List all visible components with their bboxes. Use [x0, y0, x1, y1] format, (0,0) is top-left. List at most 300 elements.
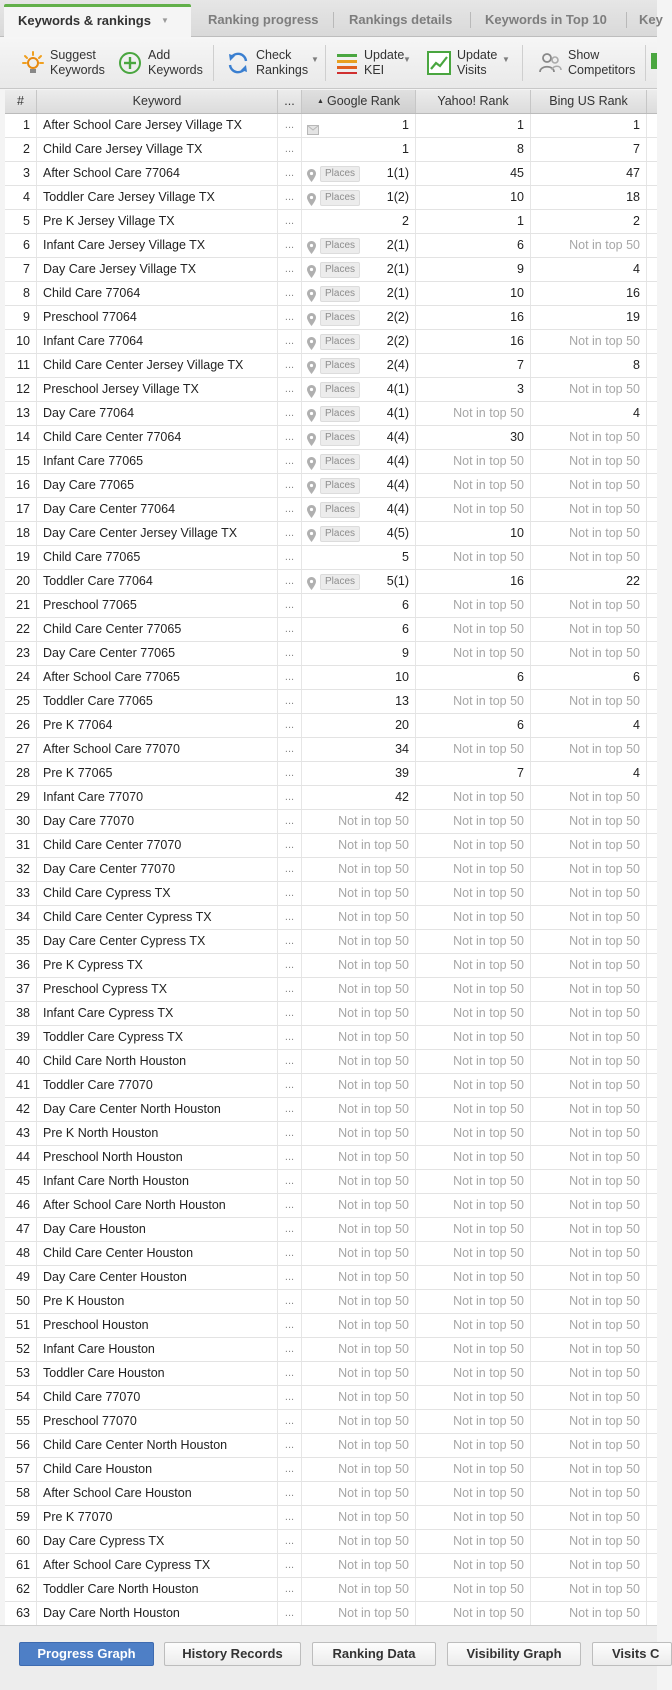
- google-rank-cell: [302, 1290, 416, 1313]
- table-row[interactable]: [5, 666, 657, 690]
- overflow-cell: [647, 162, 657, 185]
- row-more-button[interactable]: ...: [278, 1002, 302, 1025]
- row-more-button[interactable]: ...: [278, 1458, 302, 1481]
- row-number: 58: [5, 1482, 37, 1505]
- keyword-cell[interactable]: Preschool 77064: [37, 306, 278, 329]
- row-more-button[interactable]: ...: [278, 426, 302, 449]
- column-yahoo-rank[interactable]: Yahoo! Rank: [416, 90, 531, 113]
- keyword-cell[interactable]: Toddler Care Jersey Village TX: [37, 186, 278, 209]
- row-more-button[interactable]: ...: [278, 1074, 302, 1097]
- keyword-cell[interactable]: Day Care Center Jersey Village TX: [37, 522, 278, 545]
- row-more-button[interactable]: ...: [278, 1170, 302, 1193]
- keyword-cell[interactable]: Toddler Care 77070: [37, 1074, 278, 1097]
- row-more-button[interactable]: ...: [278, 1482, 302, 1505]
- keyword-cell[interactable]: Day Care Jersey Village TX: [37, 258, 278, 281]
- keyword-cell[interactable]: Day Care 77064: [37, 402, 278, 425]
- google-rank-value: Not in top 50: [338, 1102, 409, 1116]
- bing-rank-cell: Not in top 50: [531, 1578, 647, 1601]
- table-row[interactable]: [5, 1194, 657, 1218]
- keyword-cell[interactable]: Child Care Houston: [37, 1458, 278, 1481]
- overflow-cell: [647, 522, 657, 545]
- row-more-button[interactable]: ...: [278, 858, 302, 881]
- google-rank-cell: [302, 1386, 416, 1409]
- row-more-button[interactable]: ...: [278, 186, 302, 209]
- chevron-down-icon[interactable]: ▼: [502, 55, 510, 64]
- row-more-button[interactable]: ...: [278, 906, 302, 929]
- yahoo-rank-cell: Not in top 50: [416, 882, 531, 905]
- update-kei-label: Update KEI: [364, 48, 405, 77]
- google-rank-value: Not in top 50: [338, 910, 409, 924]
- google-rank-value: Not in top 50: [338, 1510, 409, 1524]
- google-rank-value: 4(4): [386, 478, 409, 492]
- google-rank-cell: [302, 1482, 416, 1505]
- row-number: 52: [5, 1338, 37, 1361]
- table-row[interactable]: [5, 714, 657, 738]
- table-row[interactable]: [5, 1362, 657, 1386]
- row-more-button[interactable]: ...: [278, 162, 302, 185]
- table-row[interactable]: [5, 858, 657, 882]
- google-rank-value: 2(4): [386, 358, 409, 372]
- table-row[interactable]: [5, 162, 657, 186]
- keyword-cell[interactable]: Child Care Center North Houston: [37, 1434, 278, 1457]
- google-rank-cell: [302, 354, 416, 377]
- google-rank-cell: [302, 642, 416, 665]
- add-keywords-button[interactable]: [118, 43, 203, 83]
- yahoo-rank-cell: Not in top 50: [416, 1026, 531, 1049]
- row-more-button[interactable]: ...: [278, 618, 302, 641]
- overflow-cell: [647, 1338, 657, 1361]
- keyword-cell[interactable]: Day Care 77070: [37, 810, 278, 833]
- keyword-cell[interactable]: Day Care Center Houston: [37, 1266, 278, 1289]
- table-row[interactable]: [5, 1506, 657, 1530]
- row-more-button[interactable]: ...: [278, 498, 302, 521]
- keyword-cell[interactable]: Pre K 77070: [37, 1506, 278, 1529]
- column-keyword[interactable]: Keyword: [37, 90, 278, 113]
- column-google-rank[interactable]: [302, 90, 416, 113]
- overflow-tool-icon[interactable]: [651, 53, 657, 69]
- row-more-button[interactable]: ...: [278, 738, 302, 761]
- column-number[interactable]: #: [5, 90, 37, 113]
- keyword-cell[interactable]: Infant Care 77070: [37, 786, 278, 809]
- row-more-button[interactable]: ...: [278, 1146, 302, 1169]
- chevron-down-icon[interactable]: ▼: [311, 55, 319, 64]
- table-row[interactable]: [5, 738, 657, 762]
- table-row[interactable]: [5, 1002, 657, 1026]
- keyword-cell[interactable]: Pre K 77065: [37, 762, 278, 785]
- table-row[interactable]: [5, 570, 657, 594]
- row-more-button[interactable]: ...: [278, 546, 302, 569]
- overflow-cell: [647, 1290, 657, 1313]
- table-row[interactable]: [5, 1314, 657, 1338]
- row-more-button[interactable]: ...: [278, 714, 302, 737]
- keyword-cell[interactable]: Infant Care 77064: [37, 330, 278, 353]
- bing-rank-cell: Not in top 50: [531, 1194, 647, 1217]
- row-more-button[interactable]: ...: [278, 354, 302, 377]
- row-number: 47: [5, 1218, 37, 1241]
- keyword-cell[interactable]: Child Care North Houston: [37, 1050, 278, 1073]
- keyword-cell[interactable]: After School Care Houston: [37, 1482, 278, 1505]
- keyword-cell[interactable]: Pre K Jersey Village TX: [37, 210, 278, 233]
- row-number: 26: [5, 714, 37, 737]
- row-more-button[interactable]: ...: [278, 114, 302, 137]
- row-more-button[interactable]: ...: [278, 1434, 302, 1457]
- keyword-cell[interactable]: After School Care 77070: [37, 738, 278, 761]
- keyword-cell[interactable]: Preschool North Houston: [37, 1146, 278, 1169]
- keyword-cell[interactable]: After School Care Jersey Village TX: [37, 114, 278, 137]
- table-row[interactable]: [5, 1266, 657, 1290]
- toolbar-divider: [325, 45, 326, 81]
- places-badge: Places: [320, 262, 360, 278]
- row-more-button[interactable]: ...: [278, 306, 302, 329]
- table-row[interactable]: [5, 210, 657, 234]
- keyword-cell[interactable]: Infant Care North Houston: [37, 1170, 278, 1193]
- overflow-cell: [647, 858, 657, 881]
- row-more-button[interactable]: ...: [278, 1602, 302, 1625]
- yahoo-rank-cell: 45: [416, 162, 531, 185]
- keyword-cell[interactable]: Preschool Jersey Village TX: [37, 378, 278, 401]
- table-row[interactable]: [5, 1578, 657, 1602]
- keyword-cell[interactable]: Day Care Center 77065: [37, 642, 278, 665]
- keyword-cell[interactable]: Pre K North Houston: [37, 1122, 278, 1145]
- visibility-graph-button[interactable]: Visibility Graph: [447, 1642, 581, 1666]
- table-row[interactable]: [5, 1146, 657, 1170]
- bing-rank-cell: Not in top 50: [531, 1266, 647, 1289]
- update-visits-label: Update Visits: [457, 48, 498, 77]
- yahoo-rank-cell: Not in top 50: [416, 1290, 531, 1313]
- keyword-cell[interactable]: Pre K Houston: [37, 1290, 278, 1313]
- keyword-cell[interactable]: Toddler Care 77064: [37, 570, 278, 593]
- keyword-cell[interactable]: Preschool 77070: [37, 1410, 278, 1433]
- row-more-button[interactable]: ...: [278, 834, 302, 857]
- table-row[interactable]: [5, 378, 657, 402]
- row-more-button[interactable]: ...: [278, 666, 302, 689]
- table-row[interactable]: [5, 978, 657, 1002]
- table-row[interactable]: [5, 402, 657, 426]
- keyword-cell[interactable]: Child Care Jersey Village TX: [37, 138, 278, 161]
- chevron-down-icon[interactable]: ▼: [160, 16, 169, 25]
- table-row[interactable]: [5, 642, 657, 666]
- table-row[interactable]: [5, 426, 657, 450]
- table-row[interactable]: [5, 546, 657, 570]
- table-row[interactable]: [5, 1338, 657, 1362]
- keyword-cell[interactable]: Infant Care 77065: [37, 450, 278, 473]
- table-row[interactable]: [5, 810, 657, 834]
- table-row[interactable]: [5, 522, 657, 546]
- google-rank-cell: [302, 762, 416, 785]
- google-rank-value: 39: [395, 766, 409, 780]
- table-row[interactable]: [5, 906, 657, 930]
- keyword-cell[interactable]: Child Care Center 77070: [37, 834, 278, 857]
- table-row[interactable]: [5, 186, 657, 210]
- google-rank-cell: [302, 426, 416, 449]
- visits-button[interactable]: Visits C: [592, 1642, 672, 1666]
- places-badge: Places: [320, 190, 360, 206]
- table-row[interactable]: [5, 114, 657, 138]
- tab-keywords-top10[interactable]: Keywords in Top 10: [485, 12, 607, 27]
- bing-rank-cell: Not in top 50: [531, 474, 647, 497]
- keyword-cell[interactable]: Child Care Center 77064: [37, 426, 278, 449]
- tab-keywords-rankings[interactable]: [4, 4, 191, 37]
- table-row[interactable]: [5, 1098, 657, 1122]
- table-row[interactable]: [5, 1122, 657, 1146]
- check-rankings-button[interactable]: [226, 43, 308, 83]
- row-more-button[interactable]: ...: [278, 138, 302, 161]
- chevron-down-icon[interactable]: ▼: [403, 55, 411, 64]
- keyword-cell[interactable]: Preschool Houston: [37, 1314, 278, 1337]
- table-row[interactable]: [5, 690, 657, 714]
- table-row[interactable]: [5, 234, 657, 258]
- table-row[interactable]: [5, 498, 657, 522]
- overflow-cell: [647, 426, 657, 449]
- row-more-button[interactable]: ...: [278, 330, 302, 353]
- row-more-button[interactable]: ...: [278, 1098, 302, 1121]
- row-more-button[interactable]: ...: [278, 1194, 302, 1217]
- bing-rank-cell: Not in top 50: [531, 1122, 647, 1145]
- update-visits-button[interactable]: [427, 43, 497, 83]
- row-more-button[interactable]: ...: [278, 402, 302, 425]
- row-more-button[interactable]: ...: [278, 1362, 302, 1385]
- keyword-cell[interactable]: Day Care North Houston: [37, 1602, 278, 1625]
- table-row[interactable]: [5, 258, 657, 282]
- keyword-cell[interactable]: Day Care Houston: [37, 1218, 278, 1241]
- keyword-cell[interactable]: Child Care Center Jersey Village TX: [37, 354, 278, 377]
- keyword-cell[interactable]: Pre K 77064: [37, 714, 278, 737]
- column-overflow: [647, 90, 657, 113]
- overflow-cell: [647, 258, 657, 281]
- table-row[interactable]: [5, 1458, 657, 1482]
- overflow-cell: [647, 330, 657, 353]
- overflow-cell: [647, 906, 657, 929]
- table-row[interactable]: [5, 1218, 657, 1242]
- overflow-cell: [647, 210, 657, 233]
- row-more-button[interactable]: ...: [278, 1266, 302, 1289]
- row-more-button[interactable]: ...: [278, 978, 302, 1001]
- kei-bars-icon: [336, 51, 358, 75]
- keyword-cell[interactable]: Child Care Cypress TX: [37, 882, 278, 905]
- keyword-cell[interactable]: Preschool 77065: [37, 594, 278, 617]
- row-more-button[interactable]: ...: [278, 1314, 302, 1337]
- show-competitors-label: Show Competitors: [568, 48, 636, 77]
- keyword-cell[interactable]: Toddler Care North Houston: [37, 1578, 278, 1601]
- row-more-button[interactable]: ...: [278, 690, 302, 713]
- competitors-icon: [538, 51, 562, 75]
- row-number: 25: [5, 690, 37, 713]
- row-more-button[interactable]: ...: [278, 762, 302, 785]
- table-row[interactable]: [5, 786, 657, 810]
- yahoo-rank-cell: Not in top 50: [416, 1506, 531, 1529]
- table-row[interactable]: [5, 138, 657, 162]
- keyword-cell[interactable]: Day Care Center 77070: [37, 858, 278, 881]
- suggest-keywords-button[interactable]: [22, 43, 105, 83]
- google-rank-value: Not in top 50: [338, 814, 409, 828]
- google-rank-cell: [302, 930, 416, 953]
- keyword-cell[interactable]: Child Care 77065: [37, 546, 278, 569]
- row-more-button[interactable]: ...: [278, 954, 302, 977]
- keyword-cell[interactable]: Day Care Center Cypress TX: [37, 930, 278, 953]
- row-more-button[interactable]: ...: [278, 1242, 302, 1265]
- keyword-cell[interactable]: Infant Care Cypress TX: [37, 1002, 278, 1025]
- row-more-button[interactable]: ...: [278, 210, 302, 233]
- table-row[interactable]: [5, 882, 657, 906]
- overflow-cell: [647, 1146, 657, 1169]
- keyword-cell[interactable]: After School Care North Houston: [37, 1194, 278, 1217]
- keyword-cell[interactable]: After School Care Cypress TX: [37, 1554, 278, 1577]
- row-more-button[interactable]: ...: [278, 642, 302, 665]
- column-google-label: Google Rank: [326, 94, 400, 108]
- keyword-cell[interactable]: Day Care Center 77064: [37, 498, 278, 521]
- row-more-button[interactable]: ...: [278, 522, 302, 545]
- table-row[interactable]: [5, 306, 657, 330]
- row-more-button[interactable]: ...: [278, 1530, 302, 1553]
- row-more-button[interactable]: ...: [278, 1338, 302, 1361]
- table-row[interactable]: [5, 1554, 657, 1578]
- row-more-button[interactable]: ...: [278, 810, 302, 833]
- bing-rank-cell: Not in top 50: [531, 738, 647, 761]
- table-row[interactable]: [5, 1242, 657, 1266]
- table-row[interactable]: [5, 762, 657, 786]
- table-row[interactable]: [5, 1386, 657, 1410]
- column-bing-rank[interactable]: Bing US Rank: [531, 90, 647, 113]
- yahoo-rank-cell: Not in top 50: [416, 618, 531, 641]
- row-number: 39: [5, 1026, 37, 1049]
- keyword-cell[interactable]: Child Care Center Houston: [37, 1242, 278, 1265]
- keyword-cell[interactable]: Day Care 77065: [37, 474, 278, 497]
- row-more-button[interactable]: ...: [278, 1386, 302, 1409]
- overflow-cell: [647, 594, 657, 617]
- row-more-button[interactable]: ...: [278, 282, 302, 305]
- row-number: 17: [5, 498, 37, 521]
- tab-overflow[interactable]: Key: [639, 12, 663, 27]
- row-number: 27: [5, 738, 37, 761]
- table-row[interactable]: [5, 1026, 657, 1050]
- google-rank-cell: [302, 858, 416, 881]
- google-rank-value: Not in top 50: [338, 1174, 409, 1188]
- bing-rank-cell: 8: [531, 354, 647, 377]
- tab-ranking-progress[interactable]: Ranking progress: [208, 12, 319, 27]
- row-number: 63: [5, 1602, 37, 1625]
- keyword-cell[interactable]: Preschool Cypress TX: [37, 978, 278, 1001]
- google-rank-value: Not in top 50: [338, 1486, 409, 1500]
- table-row[interactable]: [5, 1170, 657, 1194]
- row-more-button[interactable]: ...: [278, 570, 302, 593]
- table-row[interactable]: [5, 1290, 657, 1314]
- table-row[interactable]: [5, 1482, 657, 1506]
- row-more-button[interactable]: ...: [278, 234, 302, 257]
- overflow-cell: [647, 1506, 657, 1529]
- row-more-button[interactable]: ...: [278, 1578, 302, 1601]
- table-row[interactable]: [5, 1050, 657, 1074]
- table-row[interactable]: [5, 594, 657, 618]
- table-row[interactable]: [5, 282, 657, 306]
- bing-rank-cell: Not in top 50: [531, 1026, 647, 1049]
- table-row[interactable]: [5, 330, 657, 354]
- keyword-cell[interactable]: Child Care Center Cypress TX: [37, 906, 278, 929]
- ranking-data-button[interactable]: Ranking Data: [312, 1642, 436, 1666]
- keyword-cell[interactable]: Infant Care Jersey Village TX: [37, 234, 278, 257]
- bing-rank-cell: Not in top 50: [531, 1506, 647, 1529]
- tab-rankings-details[interactable]: Rankings details: [349, 12, 453, 27]
- keyword-cell[interactable]: Toddler Care 77065: [37, 690, 278, 713]
- history-records-button[interactable]: History Records: [164, 1642, 301, 1666]
- yahoo-rank-cell: Not in top 50: [416, 1074, 531, 1097]
- row-more-button[interactable]: ...: [278, 1290, 302, 1313]
- google-rank-cell: [302, 1602, 416, 1625]
- row-more-button[interactable]: ...: [278, 1554, 302, 1577]
- row-number: 14: [5, 426, 37, 449]
- table-row[interactable]: [5, 930, 657, 954]
- row-more-button[interactable]: ...: [278, 1026, 302, 1049]
- table-row[interactable]: [5, 834, 657, 858]
- row-number: 46: [5, 1194, 37, 1217]
- row-more-button[interactable]: ...: [278, 474, 302, 497]
- bottom-panel-tabs: [0, 1625, 660, 1690]
- keyword-cell[interactable]: Day Care Center North Houston: [37, 1098, 278, 1121]
- keyword-cell[interactable]: Pre K Cypress TX: [37, 954, 278, 977]
- places-badge: Places: [320, 382, 360, 398]
- keyword-cell[interactable]: Child Care 77064: [37, 282, 278, 305]
- keyword-cell[interactable]: After School Care 77065: [37, 666, 278, 689]
- keyword-cell[interactable]: Day Care Cypress TX: [37, 1530, 278, 1553]
- row-number: 13: [5, 402, 37, 425]
- keyword-cell[interactable]: Child Care Center 77065: [37, 618, 278, 641]
- keyword-cell[interactable]: Toddler Care Cypress TX: [37, 1026, 278, 1049]
- keyword-cell[interactable]: Child Care 77070: [37, 1386, 278, 1409]
- show-competitors-button[interactable]: [538, 43, 635, 83]
- row-more-button[interactable]: ...: [278, 450, 302, 473]
- overflow-cell: [647, 1410, 657, 1433]
- table-row[interactable]: [5, 450, 657, 474]
- table-row[interactable]: [5, 1074, 657, 1098]
- row-more-button[interactable]: ...: [278, 786, 302, 809]
- table-row[interactable]: [5, 474, 657, 498]
- table-row[interactable]: [5, 1410, 657, 1434]
- row-more-button[interactable]: ...: [278, 930, 302, 953]
- table-row[interactable]: [5, 354, 657, 378]
- overflow-cell: [647, 1386, 657, 1409]
- google-rank-value: 2(1): [386, 286, 409, 300]
- google-rank-value: 9: [402, 646, 409, 660]
- google-rank-cell: [302, 282, 416, 305]
- keyword-cell[interactable]: Toddler Care Houston: [37, 1362, 278, 1385]
- keyword-cell[interactable]: Infant Care Houston: [37, 1338, 278, 1361]
- table-row[interactable]: [5, 1530, 657, 1554]
- overflow-cell: [647, 1602, 657, 1625]
- row-more-button[interactable]: ...: [278, 258, 302, 281]
- table-row[interactable]: [5, 618, 657, 642]
- progress-graph-button[interactable]: Progress Graph: [19, 1642, 154, 1666]
- google-rank-cell: [302, 1218, 416, 1241]
- table-row[interactable]: [5, 954, 657, 978]
- bing-rank-cell: 47: [531, 162, 647, 185]
- row-more-button[interactable]: ...: [278, 594, 302, 617]
- column-more[interactable]: ...: [278, 90, 302, 113]
- yahoo-rank-cell: Not in top 50: [416, 1578, 531, 1601]
- google-rank-cell: [302, 1002, 416, 1025]
- table-row[interactable]: [5, 1602, 657, 1626]
- row-more-button[interactable]: ...: [278, 882, 302, 905]
- row-more-button[interactable]: ...: [278, 378, 302, 401]
- table-row[interactable]: [5, 1434, 657, 1458]
- row-more-button[interactable]: ...: [278, 1506, 302, 1529]
- update-kei-button[interactable]: [336, 43, 404, 83]
- row-more-button[interactable]: ...: [278, 1122, 302, 1145]
- row-more-button[interactable]: ...: [278, 1410, 302, 1433]
- row-more-button[interactable]: ...: [278, 1218, 302, 1241]
- keyword-cell[interactable]: After School Care 77064: [37, 162, 278, 185]
- google-rank-value: 2(1): [386, 238, 409, 252]
- google-rank-cell: [302, 1434, 416, 1457]
- row-more-button[interactable]: ...: [278, 1050, 302, 1073]
